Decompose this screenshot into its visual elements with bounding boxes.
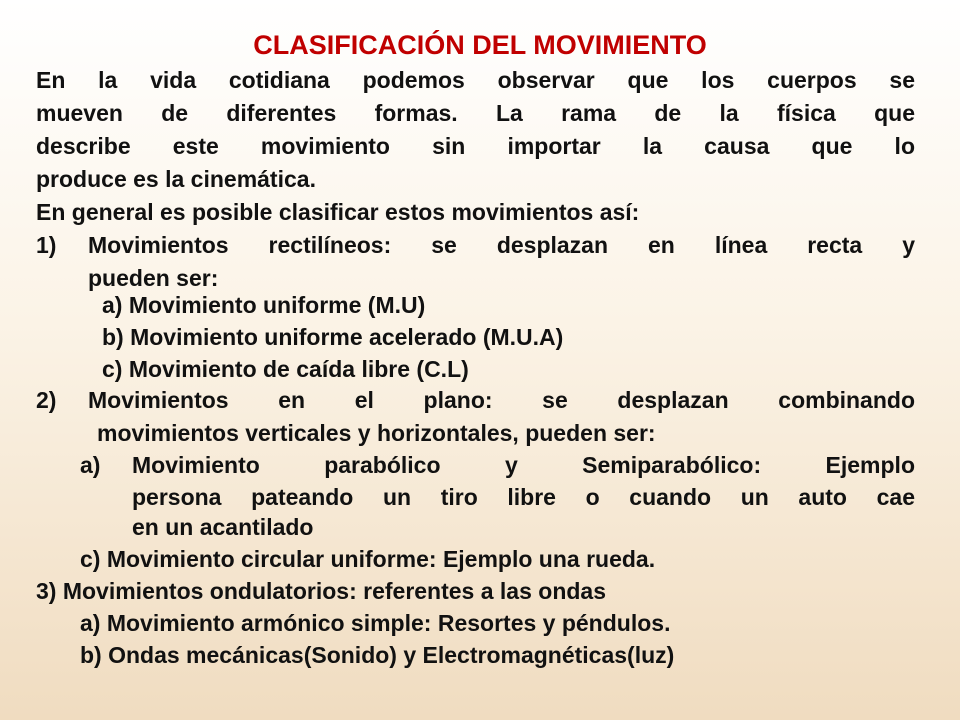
item-3-line: 3) Movimientos ondulatorios: referentes a las ondas: [36, 578, 607, 604]
classify-line: En general es posible clasificar estos movimientos así:: [36, 199, 640, 225]
item-1-sub-b: b) Movimiento uniforme acelerado (M.U.A): [102, 324, 564, 350]
item-1-number: 1): [36, 232, 57, 258]
item-2-number: 2): [36, 387, 57, 413]
item-2-sub-a-marker: a): [80, 452, 101, 478]
item-1-sub-a: a) Movimiento uniforme (M.U): [102, 292, 426, 318]
slide-title: CLASIFICACIÓN DEL MOVIMIENTO: [253, 30, 707, 60]
item-2-sub-c: c) Movimiento circular uniforme: Ejemplo una rueda.: [80, 546, 656, 572]
item-2-line-1: Movimientos en el plano: se desplazan combinando: [88, 387, 915, 413]
intro-line-1: En la vida cotidiana podemos observar que los cuerpos se: [36, 67, 915, 93]
item-1-line-2: pueden ser:: [88, 265, 219, 291]
item-1-sub-c: c) Movimiento de caída libre (C.L): [102, 356, 469, 382]
item-2-sub-a-line-2: persona pateando un tiro libre o cuando un auto cae: [132, 484, 915, 510]
item-3-sub-a: a) Movimiento armónico simple: Resortes y péndulos.: [80, 610, 671, 636]
intro-line-2: mueven de diferentes formas. La rama de la física que: [36, 100, 915, 126]
item-2-sub-a-line-1: Movimiento parabólico y Semiparabólico: Ejemplo: [132, 452, 915, 478]
item-3-sub-b: b) Ondas mecánicas(Sonido) y Electromagnéticas(luz): [80, 642, 675, 668]
item-1-line-1: Movimientos rectilíneos: se desplazan en línea recta y: [88, 232, 915, 258]
item-2-sub-a-line-3: en un acantilado: [132, 514, 314, 540]
intro-line-4: produce es la cinemática.: [36, 166, 316, 192]
intro-line-3: describe este movimiento sin importar la causa que lo: [36, 133, 915, 159]
item-2-line-2: movimientos verticales y horizontales, pueden ser:: [97, 420, 656, 446]
